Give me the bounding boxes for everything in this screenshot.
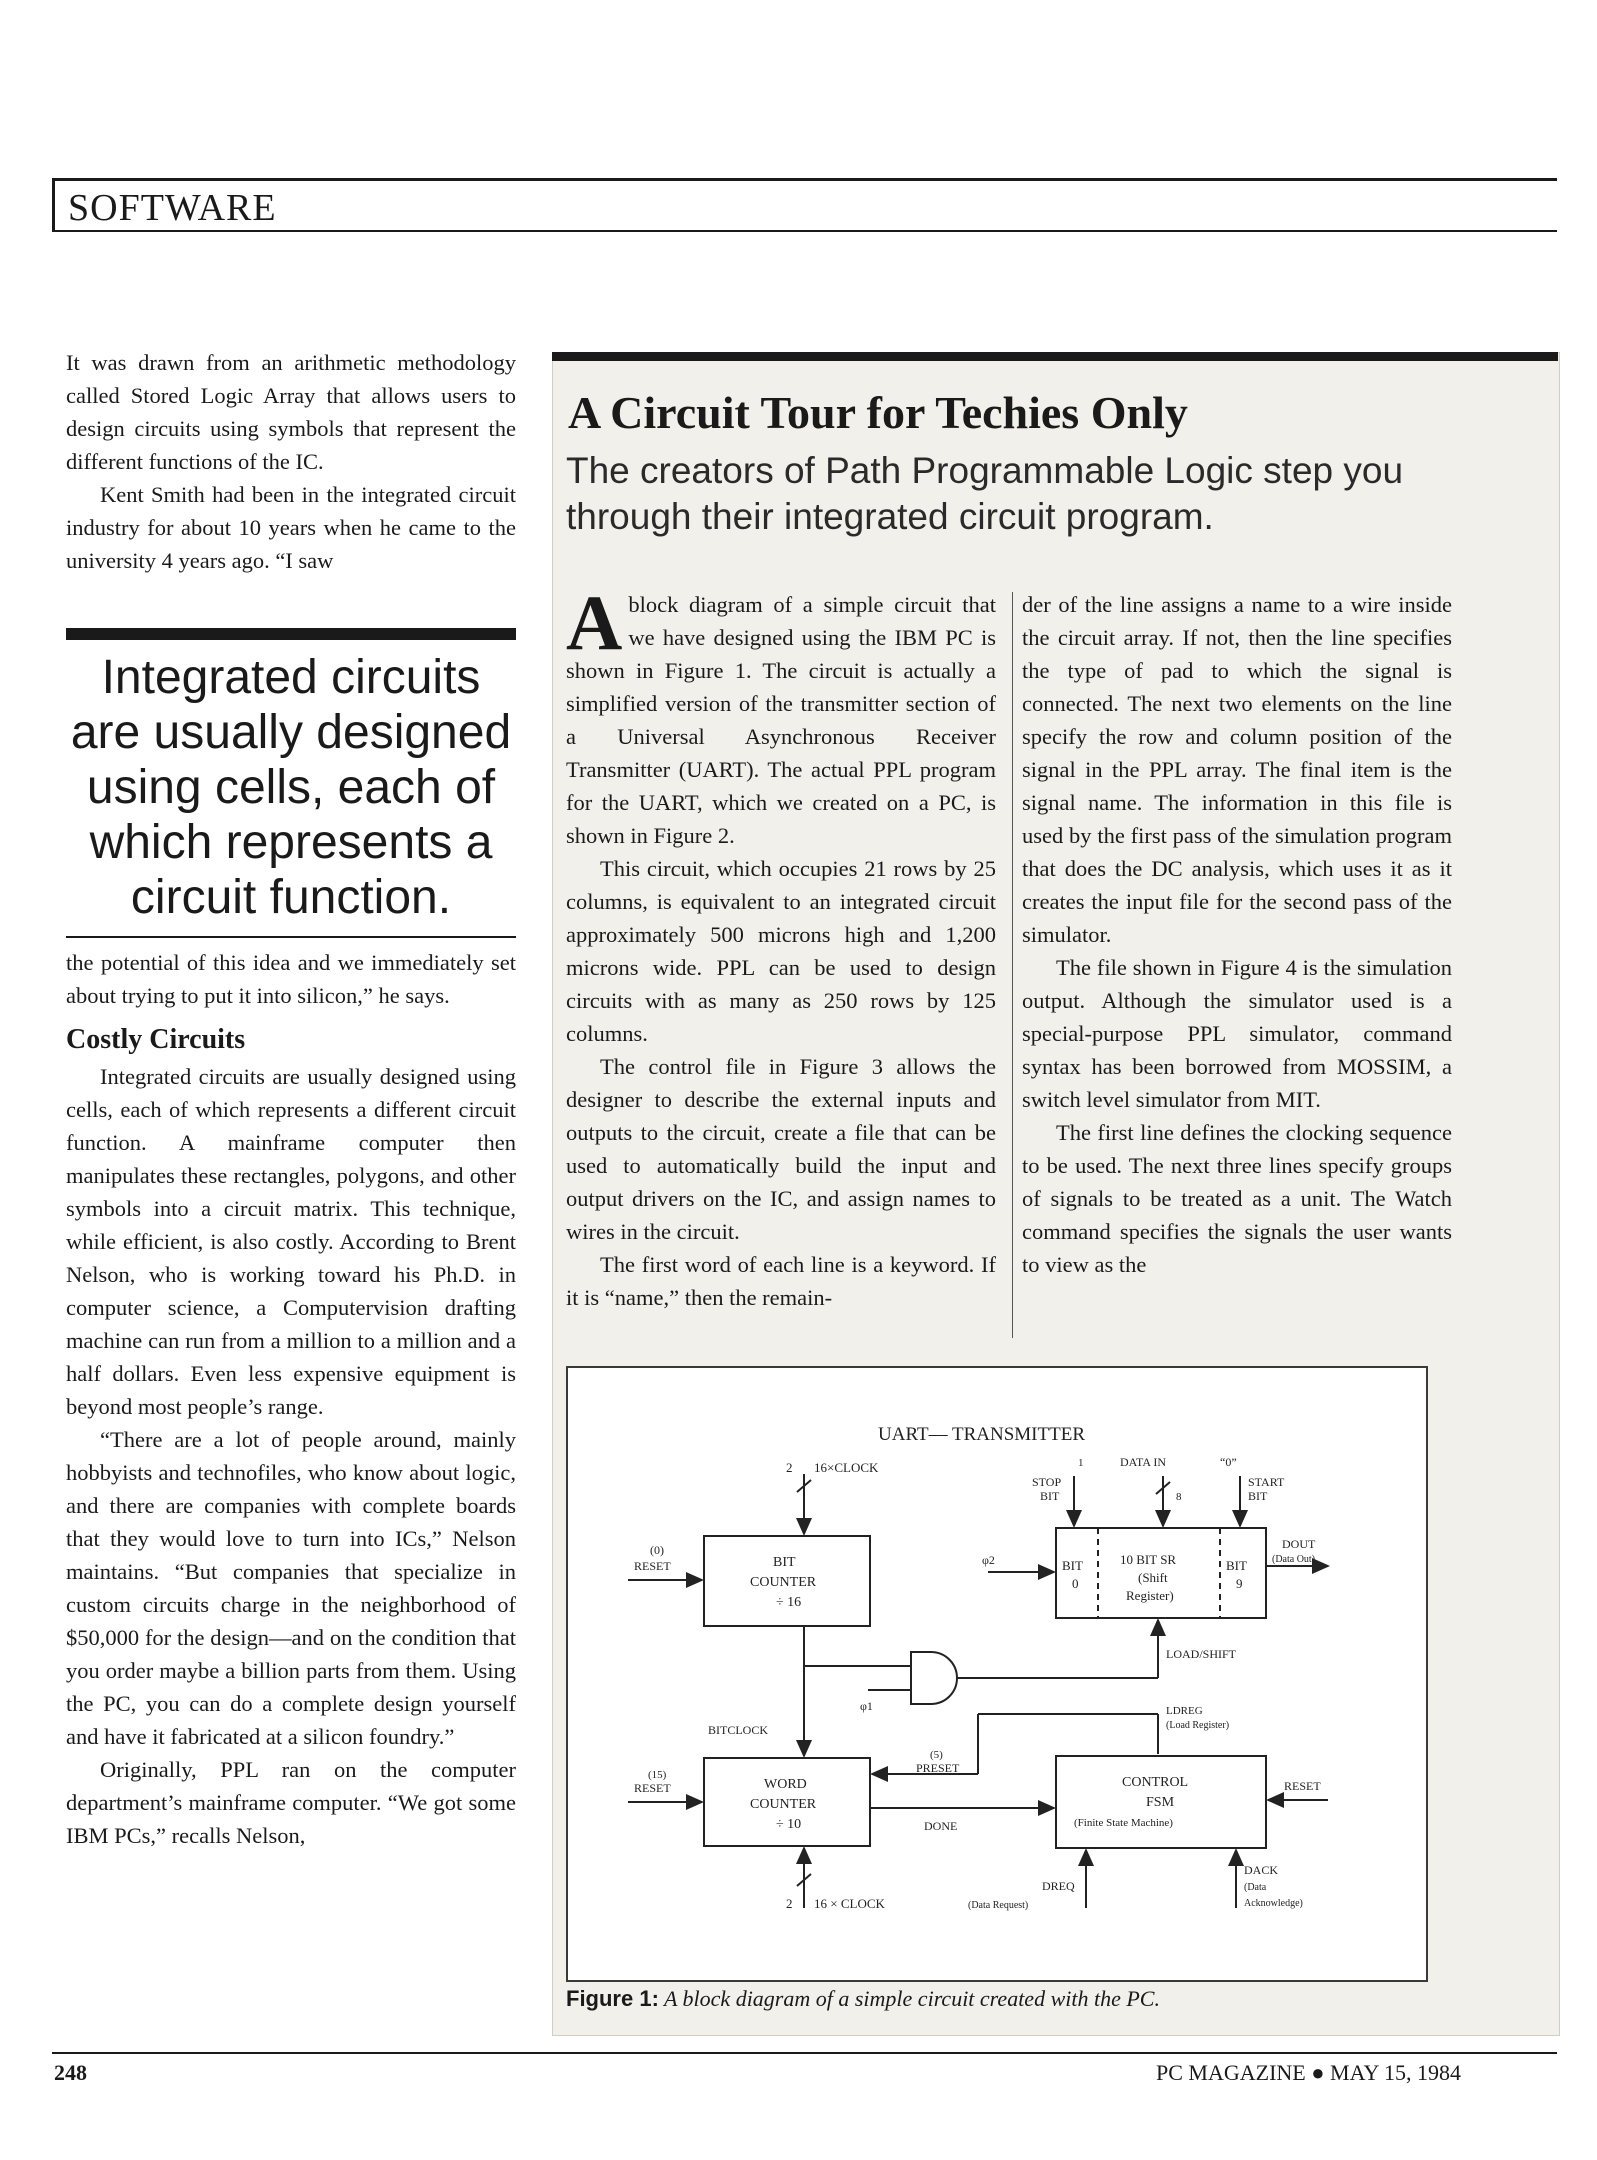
- bit9-line-1: BIT: [1226, 1558, 1247, 1573]
- left-para-5: “There are a lot of people around, mainly hobbyists and technofiles, who know about logic, and there are companies with complete boards that they would love to turn into ICs,” Nelson maintains. “But companies that specialize in custom circuits charge in the neighborhood of $50,000 for the design—and on the condition that you order maybe a billion parts from them. Using the PC, you can do a complete design yourself and have it fabricated at a silicon foundry.”: [66, 1427, 516, 1749]
- ldreg-line-1: LDREG: [1166, 1705, 1203, 1717]
- zero-label: “0”: [1220, 1455, 1237, 1469]
- preset-label: PRESET: [916, 1761, 960, 1775]
- header-bottom-rule: [52, 230, 1557, 232]
- reset-mid-label: RESET: [634, 1781, 671, 1795]
- sidebar-col2-para-2: The file shown in Figure 4 is the simulation output. Although the simulator used is a special-purpose PPL simulator, command syntax has been borrowed from MOSSIM, a switch level simulator from MIT.: [1022, 955, 1452, 1112]
- control-fsm-line-3: (Finite State Machine): [1074, 1817, 1173, 1829]
- done-label: DONE: [924, 1819, 958, 1833]
- bit0-line-1: BIT: [1062, 1558, 1083, 1573]
- figure-caption-text: A block diagram of a simple circuit created with the PC.: [664, 1986, 1160, 2011]
- bit0-line-2: 0: [1072, 1576, 1079, 1591]
- and-gate: [911, 1652, 957, 1704]
- dreq-line-1: DREQ: [1042, 1879, 1075, 1893]
- control-fsm-line-2: FSM: [1146, 1795, 1175, 1810]
- dack-line-2: (Data: [1244, 1882, 1267, 1893]
- word-counter-line-2: COUNTER: [750, 1797, 817, 1812]
- reset-top-label: RESET: [634, 1559, 671, 1573]
- drop-cap: A: [566, 579, 623, 666]
- load-shift-label: LOAD/SHIFT: [1166, 1647, 1237, 1661]
- left-column-bottom: [66, 946, 516, 1852]
- left-para-4: Integrated circuits are usually designed using cells, each of which represents a different circuit function. A mainframe computer then manipulates these rectangles, polygons, and other symbols into a circuit matrix. This technique, while efficient, is also costly. According to Brent Nelson, who is working toward his Ph.D. in computer science, a Computervision drafting machine can run from a million to a million and a half dollars. Even less expensive equipment is beyond most people’s range.: [66, 1064, 516, 1419]
- figure-title: UART— TRANSMITTER: [878, 1424, 1085, 1445]
- bit-counter-line-3: ÷ 16: [776, 1595, 802, 1610]
- shift-reg-line-2: (Shift: [1138, 1570, 1168, 1585]
- start-bit-line-1: START: [1248, 1475, 1285, 1489]
- word-counter-line-3: ÷ 10: [776, 1817, 802, 1832]
- dout-line-1: DOUT: [1282, 1537, 1316, 1551]
- sidebar-deck: The creators of Path Programmable Logic step you through their integrated circuit program.: [566, 450, 1404, 537]
- sidebar-col1-para-3: The control file in Figure 3 allows the designer to describe the external inputs and outputs to the circuit, create a file that can be used to automatically build the input and output drivers on the IC, and assign names to wires in the circuit.: [566, 1054, 996, 1244]
- footer-rule: [52, 2052, 1557, 2054]
- start-bit-line-2: BIT: [1248, 1489, 1268, 1503]
- shift-reg-line-1: 10 BIT SR: [1120, 1552, 1177, 1567]
- sidebar-col2-para-3: The first line defines the clocking sequence to be used. The next three lines specify groups of signals to be treated as a unit. The Watch command specifies the signals the user wants to view as the: [1022, 1120, 1452, 1277]
- left-para-6: Originally, PPL ran on the computer department’s mainframe computer. “We got some IBM PCs,” recalls Nelson,: [66, 1757, 516, 1848]
- shift-reg-line-3: Register): [1126, 1588, 1174, 1603]
- preset-num: (5): [930, 1749, 943, 1761]
- sidebar-top-bar: [552, 352, 1558, 361]
- pullquote-bottom-rule: [66, 936, 516, 938]
- left-column-top: [66, 346, 516, 577]
- dack-line-3: Acknowledge): [1244, 1898, 1303, 1909]
- sidebar-col1-para-4: The first word of each line is a keyword. If it is “name,” then the remain-: [566, 1252, 996, 1310]
- figure-caption-label: Figure 1:: [566, 1986, 659, 2011]
- sidebar-title: A Circuit Tour for Techies Only: [568, 387, 1188, 438]
- page-number: 248: [54, 2060, 87, 2085]
- magazine-footer: PC MAGAZINE ● MAY 15, 1984: [1156, 2060, 1462, 2085]
- stop-bit-line-2: BIT: [1040, 1489, 1060, 1503]
- ldreg-line-2: (Load Register): [1166, 1720, 1230, 1731]
- clock-bottom-label: 16 × CLOCK: [814, 1896, 885, 1911]
- clock-bottom-num: 2: [786, 1896, 793, 1911]
- dreq-line-2: (Data Request): [968, 1900, 1029, 1911]
- figure-caption: [566, 1986, 1160, 2012]
- bit9-line-2: 9: [1236, 1576, 1243, 1591]
- clock-top-label: 16×CLOCK: [814, 1460, 879, 1475]
- control-fsm-line-1: CONTROL: [1122, 1775, 1189, 1790]
- block-diagram: [568, 1368, 1426, 1980]
- sidebar-col1-para-2: This circuit, which occupies 21 rows by 25 columns, is equivalent to an integrated circuit approximately 500 microns high and 1,200 microns wide. PPL can be used to design circuits with as many as 250 rows by 125 columns.: [566, 856, 996, 1046]
- phi1-label: φ1: [860, 1699, 873, 1713]
- sidebar-column-2: [1022, 588, 1452, 1281]
- phi2-label: φ2: [982, 1553, 995, 1567]
- data-in-label: DATA IN: [1120, 1455, 1167, 1469]
- pullquote: Integrated circuits are usually designed using cells, each of which represents a circuit function.: [70, 651, 512, 924]
- sidebar-col2-para-1: der of the line assigns a name to a wire inside the circuit array. If not, then the line specifies the type of pad to which the signal is connected. The next two elements on the line specify the row and column position of the signal in the PPL array. The final item is the signal name. The information in this file is used by the first pass of the simulation program that does the DC analysis, which uses it as it creates the input file for the second pass of the simulator.: [1022, 592, 1452, 947]
- stop-num: 1: [1078, 1457, 1084, 1469]
- section-label: SOFTWARE: [68, 187, 277, 229]
- dack-line-1: DACK: [1244, 1863, 1279, 1877]
- reset-top-num: (0): [650, 1543, 664, 1557]
- word-counter-line-1: WORD: [764, 1777, 807, 1792]
- dout-line-2: (Data Out): [1272, 1554, 1316, 1565]
- data-in-num: 8: [1176, 1491, 1182, 1503]
- figure-1-frame: [566, 1366, 1428, 1982]
- reset-mid-num: (15): [648, 1769, 667, 1781]
- stop-bit-line-1: STOP: [1032, 1475, 1062, 1489]
- costly-circuits-subhead: Costly Circuits: [66, 1024, 246, 1055]
- pullquote-top-rule: [66, 628, 516, 640]
- sidebar-column-1: [566, 579, 996, 1314]
- sidebar-col1-para-1: block diagram of a simple circuit that we have designed using the IBM PC is shown in Figure 1. The circuit is actually a simplified version of the transmitter section of a Universal Asynchronous Receiver Transmitter (UART). The actual PPL program for the UART, which we created on a PC, is shown in Figure 2.: [566, 592, 996, 848]
- left-para-2: Kent Smith had been in the integrated circuit industry for about 10 years when he came to the university 4 years ago. “I saw: [66, 482, 516, 573]
- header-top-rule: [52, 178, 1557, 181]
- bit-counter-line-2: COUNTER: [750, 1575, 817, 1590]
- reset-right-label: RESET: [1284, 1779, 1321, 1793]
- bitclock-label: BITCLOCK: [708, 1723, 768, 1737]
- header-left-rule: [52, 178, 55, 232]
- bit-counter-line-1: BIT: [773, 1555, 796, 1570]
- left-para-1: It was drawn from an arithmetic methodology called Stored Logic Array that allows users to design circuits using symbols that represent the different functions of the IC.: [66, 350, 516, 474]
- clock-top-num: 2: [786, 1460, 793, 1475]
- column-divider: [1012, 592, 1013, 1338]
- left-para-3: the potential of this idea and we immediately set about trying to put it into silicon,” he says.: [66, 950, 516, 1008]
